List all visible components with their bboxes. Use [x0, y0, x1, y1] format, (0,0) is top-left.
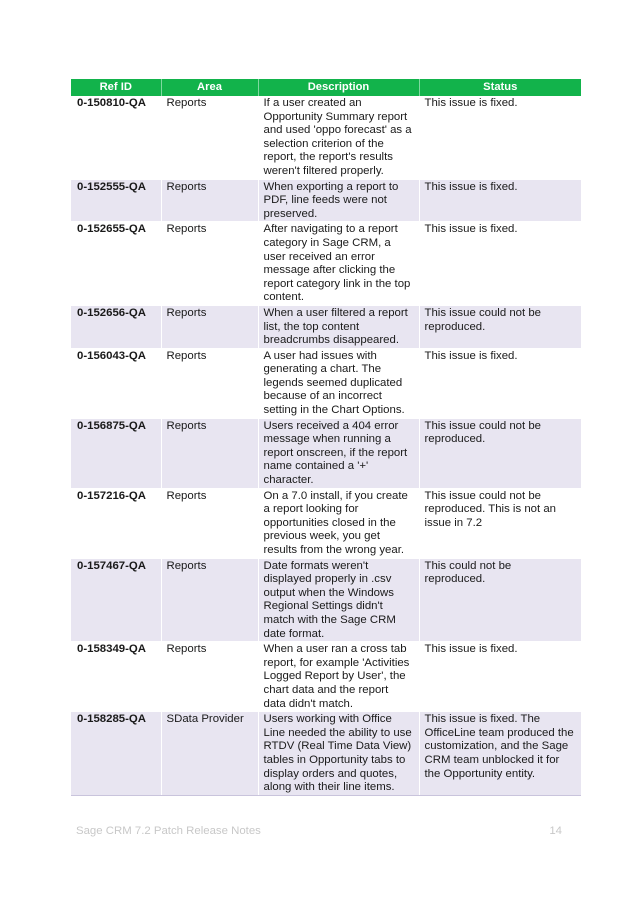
cell-description: When exporting a report to PDF, line feeds were not preserved.: [258, 179, 419, 222]
header-description: Description: [258, 79, 419, 96]
issues-table: [71, 79, 581, 796]
cell-area: SData Provider: [161, 712, 258, 796]
cell-status: This issue could not be reproduced.: [419, 305, 581, 348]
cell-status: This issue is fixed.: [419, 348, 581, 418]
cell-description: When a user filtered a report list, the top content breadcrumbs disappeared.: [258, 305, 419, 348]
cell-status: This issue is fixed. The OfficeLine team produced the customization, and the Sage CRM team unblocked it for the Opportunity entity.: [419, 712, 581, 796]
cell-ref-id: 0-158285-QA: [71, 712, 161, 796]
table-row: [71, 179, 581, 222]
cell-status: This issue is fixed.: [419, 642, 581, 712]
cell-ref-id: 0-158349-QA: [71, 642, 161, 712]
table-row: [71, 642, 581, 712]
cell-status: This issue could not be reproduced. This is not an issue in 7.2: [419, 488, 581, 558]
cell-status: This issue could not be reproduced.: [419, 418, 581, 488]
cell-description: On a 7.0 install, if you create a report looking for opportunities closed in the previous week, you get results from the wrong year.: [258, 488, 419, 558]
cell-status: This could not be reproduced.: [419, 558, 581, 642]
cell-description: After navigating to a report category in Sage CRM, a user received an error message after clicking the report category link in the top content.: [258, 222, 419, 306]
cell-area: Reports: [161, 222, 258, 306]
cell-area: Reports: [161, 305, 258, 348]
cell-status: This issue is fixed.: [419, 96, 581, 179]
table-row: [71, 348, 581, 418]
cell-description: A user had issues with generating a chart. The legends seemed duplicated because of an incorrect setting in the Chart Options.: [258, 348, 419, 418]
cell-ref-id: 0-157467-QA: [71, 558, 161, 642]
cell-status: This issue is fixed.: [419, 179, 581, 222]
cell-description: Users received a 404 error message when running a report onscreen, if the report name contained a '+' character.: [258, 418, 419, 488]
cell-area: Reports: [161, 642, 258, 712]
cell-ref-id: 0-152555-QA: [71, 179, 161, 222]
cell-area: Reports: [161, 418, 258, 488]
footer-doc-title: Sage CRM 7.2 Patch Release Notes: [76, 825, 261, 837]
cell-ref-id: 0-150810-QA: [71, 96, 161, 179]
header-area: Area: [161, 79, 258, 96]
footer-page-number: 14: [549, 825, 562, 837]
table-row: [71, 488, 581, 558]
cell-area: Reports: [161, 348, 258, 418]
header-status: Status: [419, 79, 581, 96]
table-row: [71, 305, 581, 348]
table-row: [71, 558, 581, 642]
cell-area: Reports: [161, 179, 258, 222]
cell-description: Date formats weren't displayed properly in .csv output when the Windows Regional Settings didn't match with the Sage CRM date format.: [258, 558, 419, 642]
cell-area: Reports: [161, 558, 258, 642]
cell-status: This issue is fixed.: [419, 222, 581, 306]
cell-ref-id: 0-157216-QA: [71, 488, 161, 558]
cell-ref-id: 0-156875-QA: [71, 418, 161, 488]
table-row: [71, 418, 581, 488]
cell-area: Reports: [161, 96, 258, 179]
table-row: [71, 222, 581, 306]
cell-description: If a user created an Opportunity Summary report and used 'oppo forecast' as a selection criterion of the report, the report's results weren't filtered properly.: [258, 96, 419, 179]
cell-ref-id: 0-152655-QA: [71, 222, 161, 306]
table-row: [71, 96, 581, 179]
cell-description: Users working with Office Line needed the ability to use RTDV (Real Time Data View) tables in Opportunity tabs to display orders and quotes, along with their line items.: [258, 712, 419, 796]
header-row: [71, 79, 581, 96]
cell-ref-id: 0-152656-QA: [71, 305, 161, 348]
table-row: [71, 712, 581, 796]
cell-description: When a user ran a cross tab report, for example 'Activities Logged Report by User', the chart data and the report data didn't match.: [258, 642, 419, 712]
header-ref-id: Ref ID: [71, 79, 161, 96]
cell-ref-id: 0-156043-QA: [71, 348, 161, 418]
cell-area: Reports: [161, 488, 258, 558]
